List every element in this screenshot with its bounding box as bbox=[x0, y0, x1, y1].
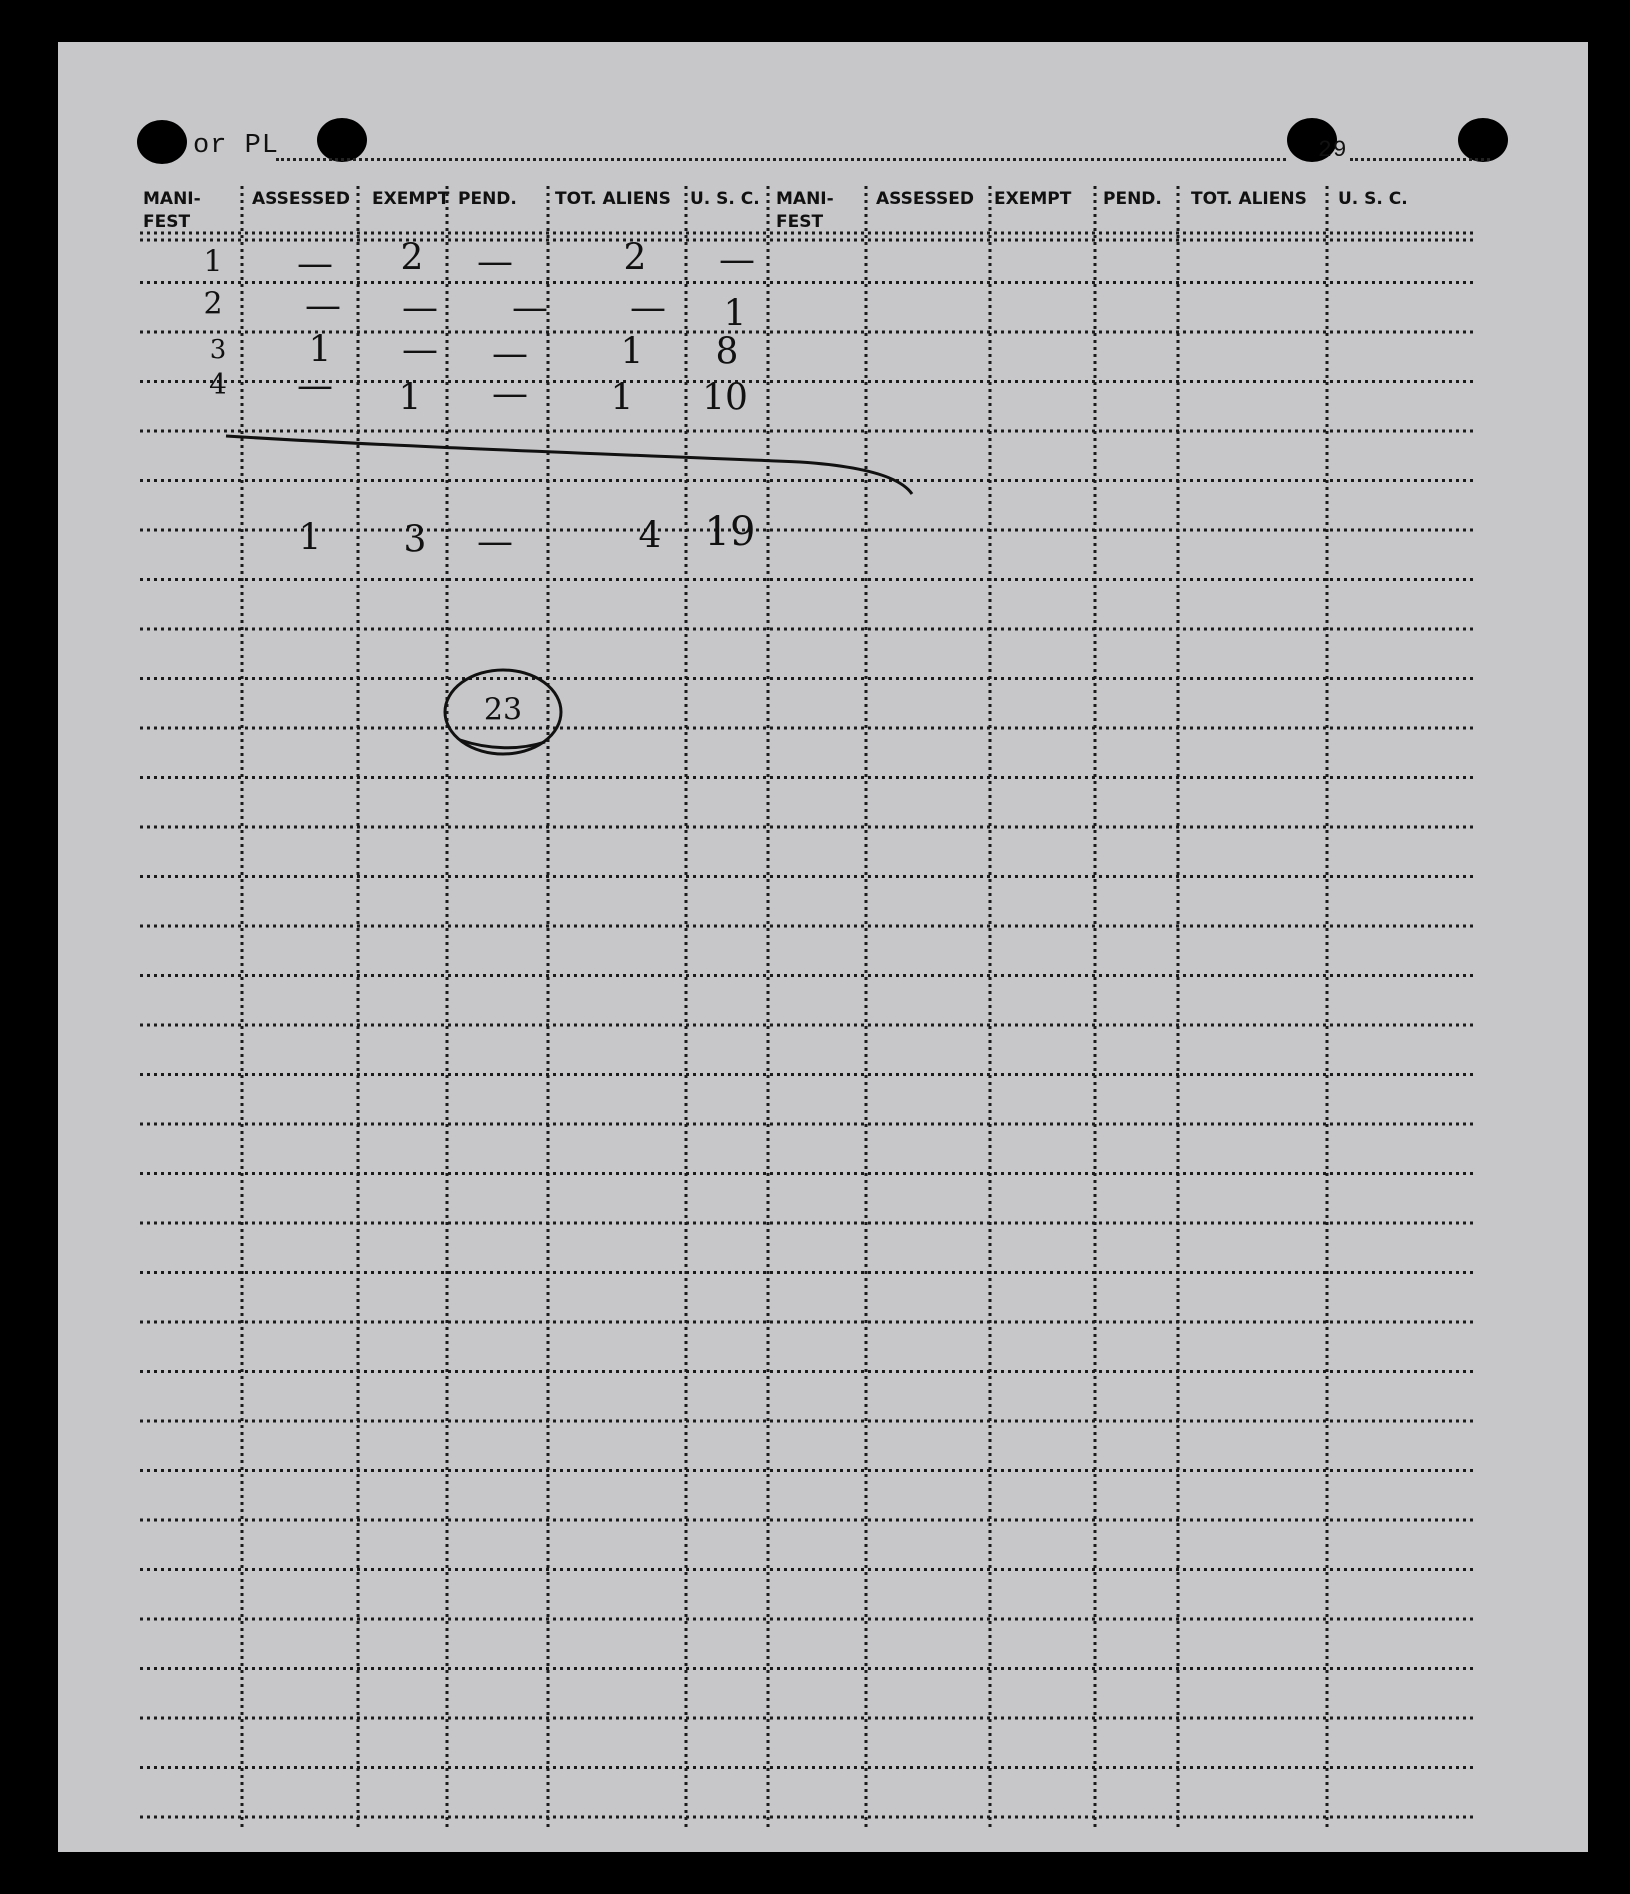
row-4-pend: — bbox=[492, 373, 528, 415]
row-1-tot-aliens: 2 bbox=[623, 237, 647, 279]
row-3-tot-aliens: 1 bbox=[620, 331, 644, 373]
row-1-pend: — bbox=[477, 241, 513, 283]
row-1-manifest: 1 bbox=[203, 244, 223, 280]
header-tot-aliens-left: TOT. ALIENS bbox=[555, 189, 671, 209]
row-2-exempt: — bbox=[402, 287, 438, 329]
header-tot-aliens-right: TOT. ALIENS bbox=[1191, 189, 1307, 209]
grand-total: 23 bbox=[483, 692, 523, 728]
year-label: 29 bbox=[1318, 137, 1348, 163]
total-underline bbox=[226, 436, 912, 494]
header-exempt-left: EXEMPT bbox=[372, 189, 450, 209]
header-usc-right: U. S. C. bbox=[1338, 189, 1408, 209]
total-usc: 19 bbox=[704, 509, 756, 555]
header-assessed-right: ASSESSED bbox=[876, 189, 974, 209]
header-pend-right: PEND. bbox=[1103, 189, 1162, 209]
header-assessed-left: ASSESSED bbox=[252, 189, 350, 209]
row-3-manifest: 3 bbox=[209, 335, 227, 365]
header-manifest-right: MANI- FEST bbox=[776, 189, 834, 232]
row-2-tot-aliens: — bbox=[630, 287, 666, 329]
row-3-usc: 8 bbox=[715, 331, 739, 373]
row-2-assessed: — bbox=[305, 285, 341, 327]
row-3-pend: — bbox=[492, 333, 528, 375]
row-2-manifest: 2 bbox=[203, 286, 223, 322]
header-pend-left: PEND. bbox=[458, 189, 517, 209]
header-usc-left: U. S. C. bbox=[690, 189, 760, 209]
row-2-pend: — bbox=[512, 287, 548, 329]
header-exempt-right: EXEMPT bbox=[994, 189, 1072, 209]
total-exempt: 3 bbox=[403, 519, 427, 561]
row-3-assessed: 1 bbox=[308, 329, 332, 371]
row-1-usc: — bbox=[719, 239, 755, 281]
row-4-assessed: — bbox=[297, 365, 333, 407]
row-4-manifest: 4 bbox=[209, 367, 227, 401]
row-4-exempt: 1 bbox=[398, 377, 422, 419]
row-4-tot-aliens: 1 bbox=[610, 377, 634, 419]
total-pend: — bbox=[477, 521, 513, 563]
total-assessed: 1 bbox=[298, 517, 322, 559]
row-2-usc: 1 bbox=[723, 293, 747, 335]
port-label: or PL bbox=[193, 131, 280, 161]
row-4-usc: 10 bbox=[702, 377, 748, 419]
total-tot-aliens: 4 bbox=[638, 515, 662, 557]
row-1-exempt: 2 bbox=[400, 237, 424, 279]
row-3-exempt: — bbox=[402, 329, 438, 371]
header-manifest-left: MANI- FEST bbox=[143, 189, 201, 232]
row-1-assessed: — bbox=[297, 243, 333, 285]
